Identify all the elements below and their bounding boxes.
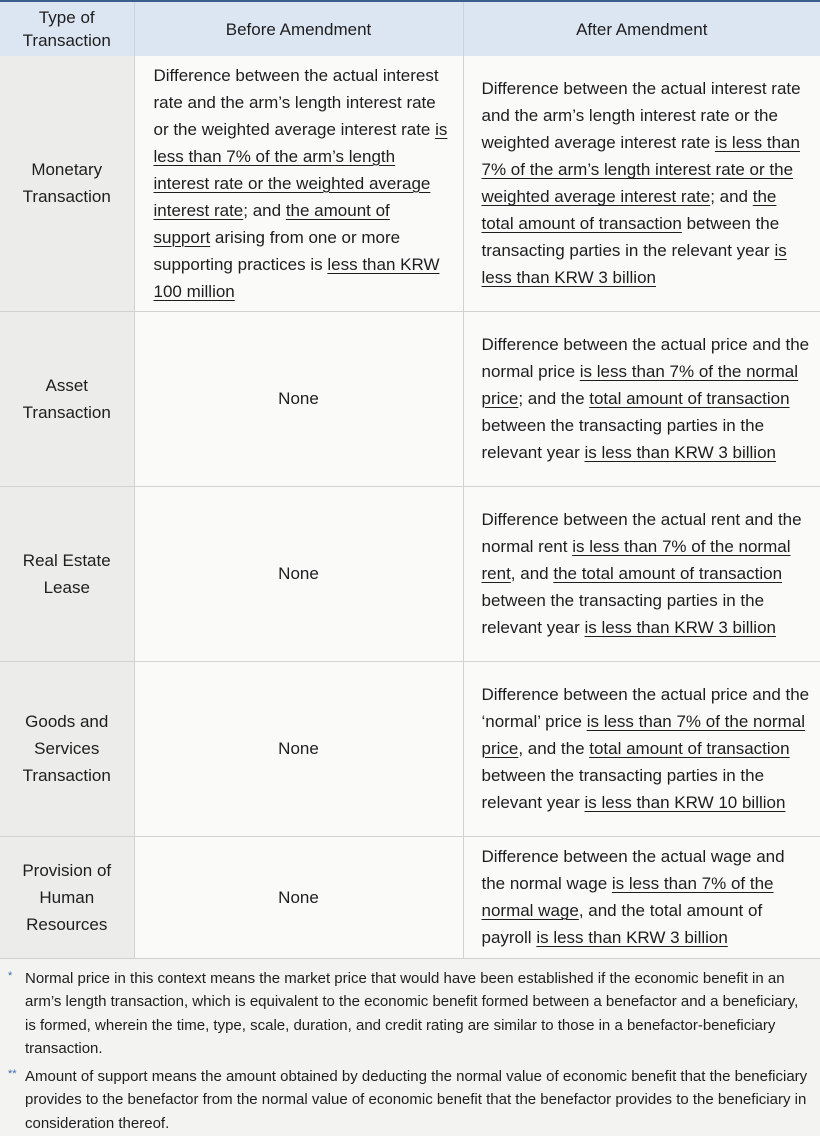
cell-text: between the transacting parties in the relevant year — [481, 214, 780, 261]
type-cell: Monetary Transaction — [0, 56, 134, 311]
underlined-text: is less than 7% of the normal price — [481, 362, 799, 408]
table-row — [0, 661, 820, 836]
table-row — [0, 836, 820, 958]
type-cell — [0, 661, 134, 836]
footnotes — [0, 959, 820, 1136]
underlined-text: total amount of transaction — [589, 739, 790, 758]
cell-text: None — [278, 389, 319, 408]
after-cell — [463, 661, 820, 836]
underlined-text: the total amount of transaction — [553, 564, 783, 583]
cell-text: arising from one or more supporting practices is — [153, 227, 401, 274]
type-label: Asset Transaction — [22, 375, 111, 422]
header-row — [0, 1, 820, 56]
footnote-mark: ** — [8, 1067, 17, 1080]
cell-text: ; and — [710, 187, 753, 207]
cell-text: None — [278, 887, 319, 907]
header-after: After Amendment — [463, 1, 820, 56]
type-label: Provision of Human Resources — [22, 860, 112, 934]
table-body — [0, 56, 820, 958]
header-type-label: Type of Transaction — [22, 8, 111, 50]
table-row — [0, 311, 820, 486]
cell-text: between the transacting parties in the relevant year — [481, 416, 765, 462]
underlined-text: the amount of support — [153, 200, 390, 247]
cell-text: between the transacting parties in the relevant year — [481, 766, 765, 812]
type-cell — [0, 486, 134, 661]
underlined-text: is less than KRW 3 billion — [584, 443, 776, 462]
type-label: Real Estate Lease — [22, 550, 111, 597]
underlined-text: is less than KRW 3 billion — [481, 241, 787, 288]
type-cell — [0, 836, 134, 958]
cell-text: None — [278, 739, 319, 758]
before-cell — [134, 836, 463, 958]
before-cell — [134, 661, 463, 836]
cell-text: , and the total amount of payroll — [481, 901, 763, 947]
underlined-text: is less than 7% of the normal price — [481, 712, 805, 758]
cell-text: ; and the — [518, 389, 590, 408]
footnote — [8, 1065, 808, 1136]
underlined-text: is less than 7% of the arm’s length interest rate or the weighted average interest rate — [481, 133, 800, 207]
after-cell — [463, 486, 820, 661]
cell-text: between the transacting parties in the relevant year — [481, 591, 765, 637]
footnote-text: Amount of support means the amount obtained by deducting the normal value of economic benefit that the beneficiary provides to the benefactor from the normal value of economic benefit that the benefactor provides to the beneficiary in consideration thereof. — [25, 1067, 808, 1132]
cell-text: Difference between the actual interest rate and the arm’s length interest rate or the weighted average interest rate — [153, 65, 439, 139]
cell-text: , and the — [518, 739, 590, 758]
after-cell — [463, 311, 820, 486]
before-cell — [134, 56, 463, 311]
header-before: Before Amendment — [134, 1, 463, 56]
underlined-text: is less than 7% of the normal rent — [481, 537, 791, 583]
underlined-text: is less than KRW 10 billion — [584, 793, 786, 812]
after-cell — [463, 56, 820, 311]
underlined-text: is less than KRW 3 billion — [536, 928, 728, 947]
type-cell — [0, 311, 134, 486]
before-cell — [134, 311, 463, 486]
cell-text: , and — [510, 564, 554, 583]
cell-text: Difference between the actual rent and the normal rent — [481, 510, 802, 556]
underlined-text: less than KRW 100 million — [153, 254, 440, 301]
table-row — [0, 56, 820, 311]
cell-text: Difference between the actual wage and the normal wage — [481, 847, 785, 893]
cell-text: Difference between the actual price and the normal price — [481, 335, 810, 381]
underlined-text: is less than KRW 3 billion — [584, 618, 776, 637]
after-cell — [463, 836, 820, 958]
type-label: Goods and Services Transaction — [22, 712, 111, 785]
underlined-text: the total amount of transaction — [481, 187, 777, 234]
footnote — [8, 967, 808, 1061]
cell-text: Difference between the actual price and the ‘normal’ price — [481, 685, 810, 731]
underlined-text: is less than 7% of the normal wage — [481, 874, 774, 920]
header-type — [0, 1, 134, 56]
table-row — [0, 486, 820, 661]
cell-text: ; and — [243, 200, 286, 220]
cell-text: None — [278, 564, 319, 583]
cell-text: Difference between the actual interest rate and the arm’s length interest rate or the weighted average interest rate — [481, 79, 801, 153]
before-cell — [134, 486, 463, 661]
underlined-text: is less than 7% of the arm’s length interest rate or the weighted average interest rate — [153, 119, 448, 220]
footnote-mark: * — [8, 969, 13, 982]
footnote-text: Normal price in this context means the market price that would have been established if the economic benefit in an arm’s length transaction, which is equivalent to the economic benefit formed between a benefactor and a beneficiary, is formed, wherein the time, type, scale, duration, and credit rating are similar to those in a benefactor-beneficiary transaction. — [25, 969, 799, 1057]
underlined-text: total amount of transaction — [589, 389, 790, 408]
